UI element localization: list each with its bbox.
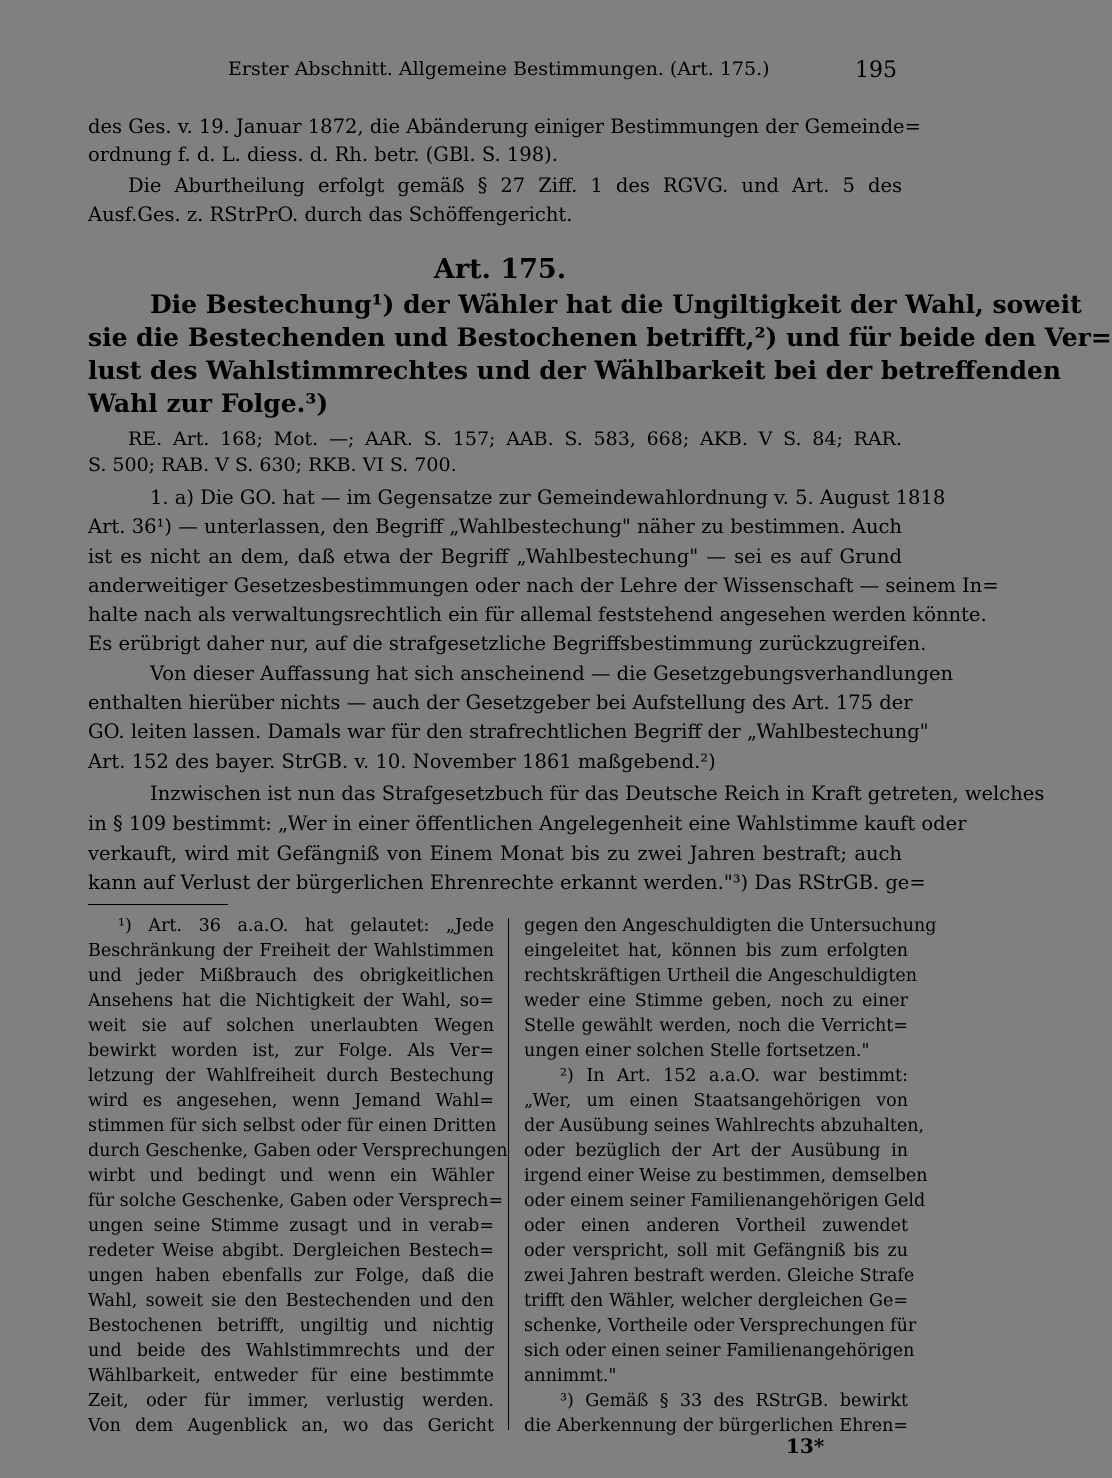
page-number: 195	[855, 58, 897, 83]
footnote-line: wird es angesehen, wenn Jemand Wahl=	[88, 1091, 494, 1111]
body-line: GO. leiten lassen. Damals war für den strafrechtlichen Begriff der „Wahlbestechung"	[88, 720, 929, 743]
footnote-line: Beschränkung der Freiheit der Wahlstimmen	[88, 941, 494, 961]
footnote-separator	[88, 904, 228, 905]
body-line: Es erübrigt daher nur, auf die strafgesetzliche Begriffsbestimmung zurückzugreifen.	[88, 632, 927, 655]
intro-line: des Ges. v. 19. Januar 1872, die Abänderung einiger Bestimmungen der Gemeinde=	[88, 115, 921, 138]
footnote-line: oder einen anderen Vortheil zuwendet	[524, 1216, 908, 1236]
intro-line: Die Aburtheilung erfolgt gemäß § 27 Ziff. 1 des RGVG. und Art. 5 des	[128, 174, 902, 197]
footnote-line: annimmt."	[524, 1366, 617, 1386]
footnote-line: zwei Jahren bestraft werden. Gleiche Strafe	[524, 1266, 915, 1286]
body-line: anderweitiger Gesetzesbestimmungen oder nach der Lehre der Wissenschaft — seinem In=	[88, 574, 999, 597]
footnote-line: und beide des Wahlstimmrechts und der	[88, 1341, 494, 1361]
body-line: in § 109 bestimmt: „Wer in einer öffentlichen Angelegenheit eine Wahlstimme kauft oder	[88, 812, 967, 835]
article-title: Art. 175.	[433, 254, 567, 285]
footnote-line: gegen den Angeschuldigten die Untersuchung	[524, 916, 937, 936]
law-text-line: sie die Bestechenden und Bestochenen betrifft,²) und für beide den Ver=	[88, 323, 1112, 352]
footnote-line: eingeleitet hat, können bis zum erfolgten	[524, 941, 908, 961]
footnote-line: für solche Geschenke, Gaben oder Versprech=	[88, 1191, 504, 1211]
footnote-line: schenke, Vortheile oder Versprechungen für	[524, 1316, 917, 1336]
intro-line: ordnung f. d. L. diess. d. Rh. betr. (GBl. S. 198).	[88, 143, 558, 166]
signature-mark: 13*	[786, 1434, 825, 1458]
footnote-line: Bestochenen betrifft, ungiltig und nichtig	[88, 1316, 494, 1336]
footnote-line: stimmen für sich selbst oder für einen Dritten	[88, 1116, 497, 1136]
footnote-line: Wählbarkeit, entweder für eine bestimmte	[88, 1366, 494, 1386]
body-line: enthalten hierüber nichts — auch der Gesetzgeber bei Aufstellung des Art. 175 der	[88, 691, 913, 714]
footnote-line: ungen seine Stimme zusagt und in verab=	[88, 1216, 494, 1236]
body-line: ist es nicht an dem, daß etwa der Begriff „Wahlbestechung" — sei es auf Grund	[88, 545, 902, 568]
footnote-line: Von dem Augenblick an, wo das Gericht	[88, 1416, 494, 1436]
footnote-line: oder bezüglich der Art der Ausübung in	[524, 1141, 908, 1161]
footnote-line: rechtskräftigen Urtheil die Angeschuldigten	[524, 966, 918, 986]
footnote-line: Wahl, soweit sie den Bestechenden und den	[88, 1291, 494, 1311]
footnote-line: Zeit, oder für immer, verlustig werden.	[88, 1391, 494, 1411]
body-line: Inzwischen ist nun das Strafgesetzbuch für das Deutsche Reich in Kraft getreten, welches	[150, 782, 1045, 805]
footnote-line: Ansehens hat die Nichtigkeit der Wahl, so=	[88, 991, 494, 1011]
running-header: Erster Abschnitt. Allgemeine Bestimmungen. (Art. 175.)	[228, 58, 770, 80]
footnote-line: Stelle gewählt werden, noch die Verricht=	[524, 1016, 908, 1036]
reference-line: RE. Art. 168; Mot. —; AAR. S. 157; AAB. S. 583, 668; AKB. V S. 84; RAR.	[128, 428, 902, 450]
footnote-line: ungen haben ebenfalls zur Folge, daß die	[88, 1266, 494, 1286]
footnote-line: ³) Gemäß § 33 des RStrGB. bewirkt	[560, 1391, 908, 1411]
footnote-line: oder einem seiner Familienangehörigen Geld	[524, 1191, 926, 1211]
footnote-line: durch Geschenke, Gaben oder Versprechungen	[88, 1141, 508, 1161]
footnote-line: ungen einer solchen Stelle fortsetzen."	[524, 1041, 870, 1061]
footnote-line: oder verspricht, soll mit Gefängniß bis zu	[524, 1241, 908, 1261]
column-divider	[508, 918, 509, 1430]
body-line: verkauft, wird mit Gefängniß von Einem Monat bis zu zwei Jahren bestraft; auch	[88, 842, 902, 865]
footnote-line: trifft den Wähler, welcher dergleichen Ge=	[524, 1291, 908, 1311]
footnote-line: wirbt und bedingt und wenn ein Wähler	[88, 1166, 494, 1186]
footnote-line: irgend einer Weise zu bestimmen, demselben	[524, 1166, 928, 1186]
body-line: Von dieser Auffassung hat sich anscheinend — die Gesetzgebungsverhandlungen	[150, 662, 954, 685]
body-line: kann auf Verlust der bürgerlichen Ehrenrechte erkannt werden."³) Das RStrGB. ge=	[88, 871, 926, 894]
footnote-line: redeter Weise abgibt. Dergleichen Bestech=	[88, 1241, 494, 1261]
body-line: 1. a) Die GO. hat — im Gegensatze zur Gemeindewahlordnung v. 5. August 1818	[150, 486, 946, 509]
footnote-line: sich oder einen seiner Familienangehörigen	[524, 1341, 915, 1361]
intro-line: Ausf.Ges. z. RStrPrO. durch das Schöffengericht.	[88, 203, 573, 226]
body-line: Art. 152 des bayer. StrGB. v. 10. November 1861 maßgebend.²)	[88, 750, 716, 773]
body-line: Art. 36¹) — unterlassen, den Begriff „Wahlbestechung" näher zu bestimmen. Auch	[88, 515, 902, 538]
footnote-line: ²) In Art. 152 a.a.O. war bestimmt:	[560, 1066, 908, 1086]
footnote-line: ¹) Art. 36 a.a.O. hat gelautet: „Jede	[118, 916, 494, 936]
law-text-line: lust des Wahlstimmrechtes und der Wählbarkeit bei der betreffenden	[88, 356, 1062, 385]
footnote-line: bewirkt worden ist, zur Folge. Als Ver=	[88, 1041, 494, 1061]
footnote-line: weit sie auf solchen unerlaubten Wegen	[88, 1016, 494, 1036]
footnote-line: letzung der Wahlfreiheit durch Bestechung	[88, 1066, 494, 1086]
footnote-line: die Aberkennung der bürgerlichen Ehren=	[524, 1416, 908, 1436]
law-text-line: Die Bestechung¹) der Wähler hat die Ungiltigkeit der Wahl, soweit	[150, 290, 1082, 319]
footnote-line: der Ausübung seines Wahlrechts abzuhalten,	[524, 1116, 925, 1136]
law-text-line: Wahl zur Folge.³)	[88, 389, 329, 418]
body-line: halte nach als verwaltungsrechtlich ein für allemal feststehend angesehen werden könnte.	[88, 603, 987, 626]
footnote-line: „Wer, um einen Staatsangehörigen von	[524, 1091, 908, 1111]
footnote-line: und jeder Mißbrauch des obrigkeitlichen	[88, 966, 494, 986]
reference-line: S. 500; RAB. V S. 630; RKB. VI S. 700.	[88, 454, 457, 476]
footnote-line: weder eine Stimme geben, noch zu einer	[524, 991, 908, 1011]
